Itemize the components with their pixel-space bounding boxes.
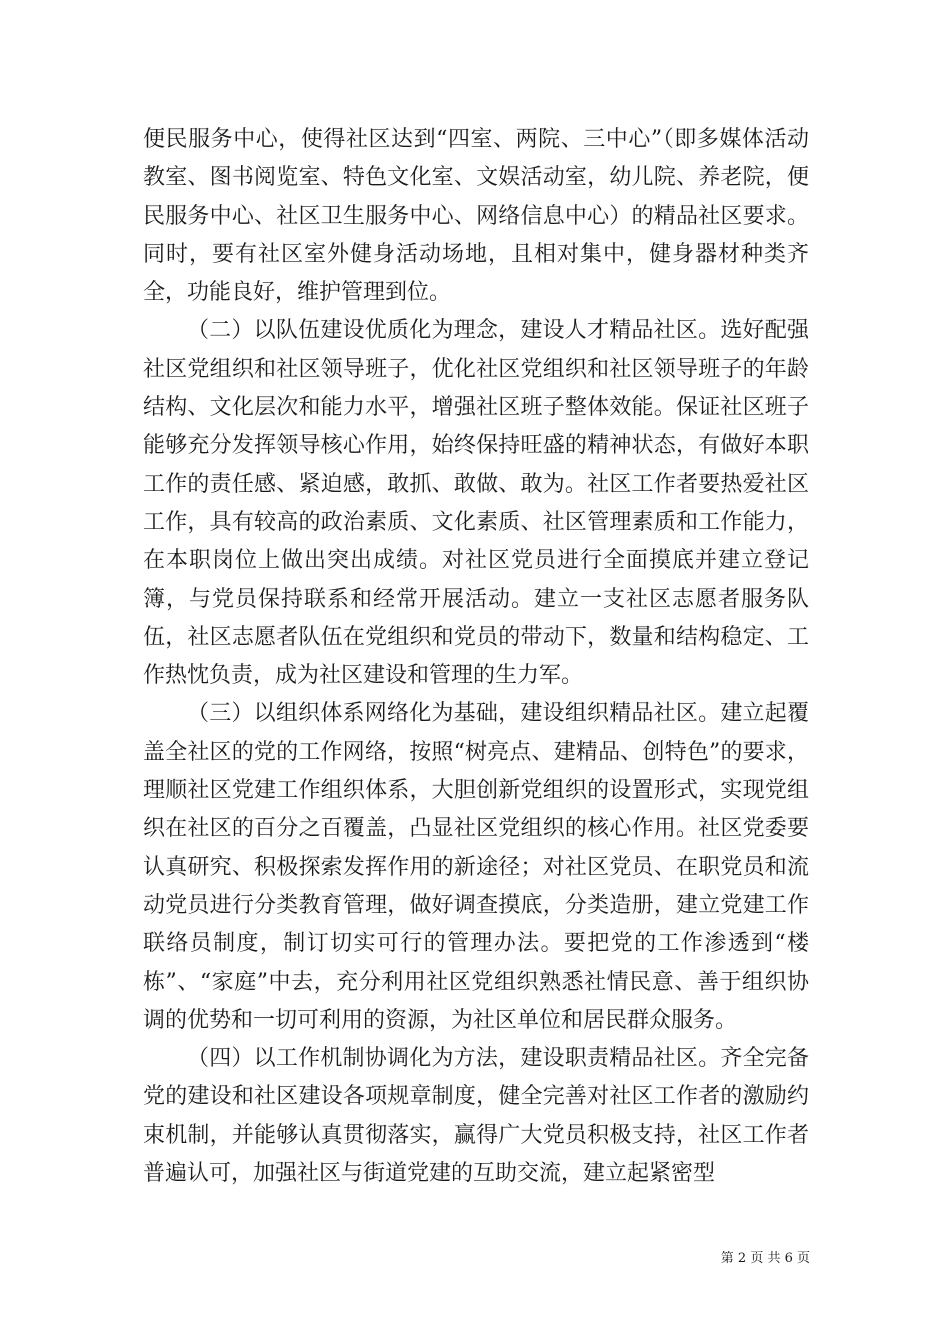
page-number-footer: 第 2 页 共 6 页 xyxy=(720,1251,810,1266)
paragraph-section-2: （二）以队伍建设优质化为理念，建设人才精品社区。选好配强社区党组织和社区领导班子，优化社区党组织和社区领导班子的年龄结构、文化层次和能力水平，增强社区班子整体效能。保证社区班子能够充分发挥领导核心作用，始终保持旺盛的精神状态，有做好本职工作的责任感、紧迫感，敢抓、敢做、敢为。社区工作者要热爱社区工作，具有较高的政治素质、文化素质、社区管理素质和工作能力，在本职岗位上做出突出成绩。对社区党员进行全面摸底并建立登记簿，与党员保持联系和经常开展活动。建立一支社区志愿者服务队伍，社区志愿者队伍在党组织和党员的带动下，数量和结构稳定、工作热忱负责，成为社区建设和管理的生力军。 xyxy=(143,318,809,689)
paragraph-section-3: （三）以组织体系网络化为基础，建设组织精品社区。建立起覆盖全社区的党的工作网络，按照“树亮点、建精品、创特色”的要求，理顺社区党建工作组织体系，大胆创新党组织的设置形式，实现党组织在社区的百分之百覆盖，凸显社区党组织的核心作用。社区党委要认真研究、积极探索发挥作用的新途径；对社区党员、在职党员和流动党员进行分类教育管理，做好调查摸底，分类造册，建立党建工作联络员制度，制订切实可行的管理办法。要把党的工作渗透到“楼栋”、“家庭”中去，充分利用社区党组织熟悉社情民意、善于组织协调的优势和一切可利用的资源，为社区单位和居民群众服务。 xyxy=(143,701,809,1033)
document-body xyxy=(143,121,809,1193)
paragraph-continuation: 便民服务中心，使得社区达到“四室、两院、三中心”（即多媒体活动教室、图书阅览室、特色文化室、文娱活动室，幼儿院、养老院，便民服务中心、社区卫生服务中心、网络信息中心）的精品社区要求。同时，要有社区室外健身活动场地，且相对集中，健身器材种类齐全，功能良好，维护管理到位。 xyxy=(143,127,809,306)
paragraph-section-4: （四）以工作机制协调化为方法，建设职责精品社区。齐全完备党的建设和社区建设各项规章制度，健全完善对社区工作者的激励约束机制，并能够认真贯彻落实，赢得广大党员积极支持，社区工作者普遍认可，加强社区与街道党建的互助交流，建立起紧密型 xyxy=(143,1046,809,1187)
